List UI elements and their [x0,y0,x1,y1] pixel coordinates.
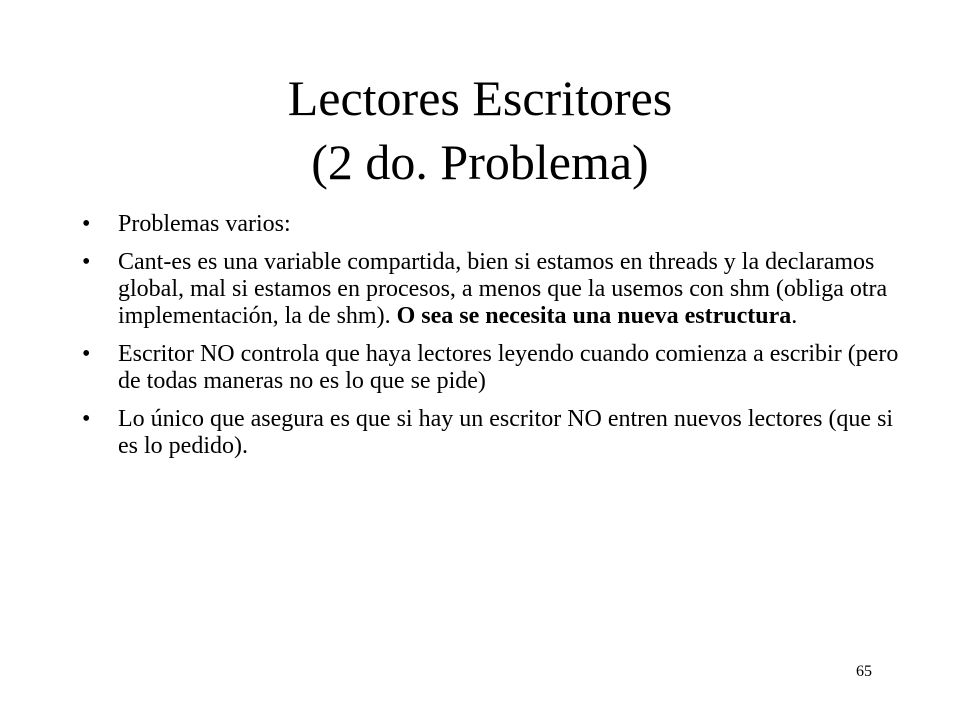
bullet-text: Lo único que asegura es que si hay un escritor NO entren nuevos lectores (que si es lo pedido). [118,406,894,459]
bullet-text-regular: Cant-es es una variable compartida, bien si estamos en threads y la declaramos global, mal si estamos en procesos, a menos que la usemos con shm (obliga otra implementación, la de shm). [118,249,888,329]
bullet-icon: • [82,249,91,275]
slide-title [60,66,900,194]
slide-title-line-2: (2 do. Problema) [311,134,649,190]
bullet-list [82,211,912,471]
bullet-text: Problemas varios: [118,211,291,237]
bullet-icon: • [82,211,91,237]
bullet-text-period: . [791,303,798,329]
bullet-icon: • [82,341,91,367]
bullet-item [82,406,912,460]
bullet-icon: • [82,406,91,432]
slide-title-line-1: Lectores Escritores [287,70,673,126]
bullet-item [82,341,912,395]
bullet-text [118,249,912,330]
bullet-item [82,249,912,330]
bullet-item [82,211,912,238]
bullet-text: Escritor NO controla que haya lectores leyendo cuando comienza a escribir (pero de todas maneras no es lo que se pide) [118,341,899,394]
bullet-text-bold: O sea se necesita una nueva estructura [396,303,792,329]
page-number: 65 [856,663,872,680]
